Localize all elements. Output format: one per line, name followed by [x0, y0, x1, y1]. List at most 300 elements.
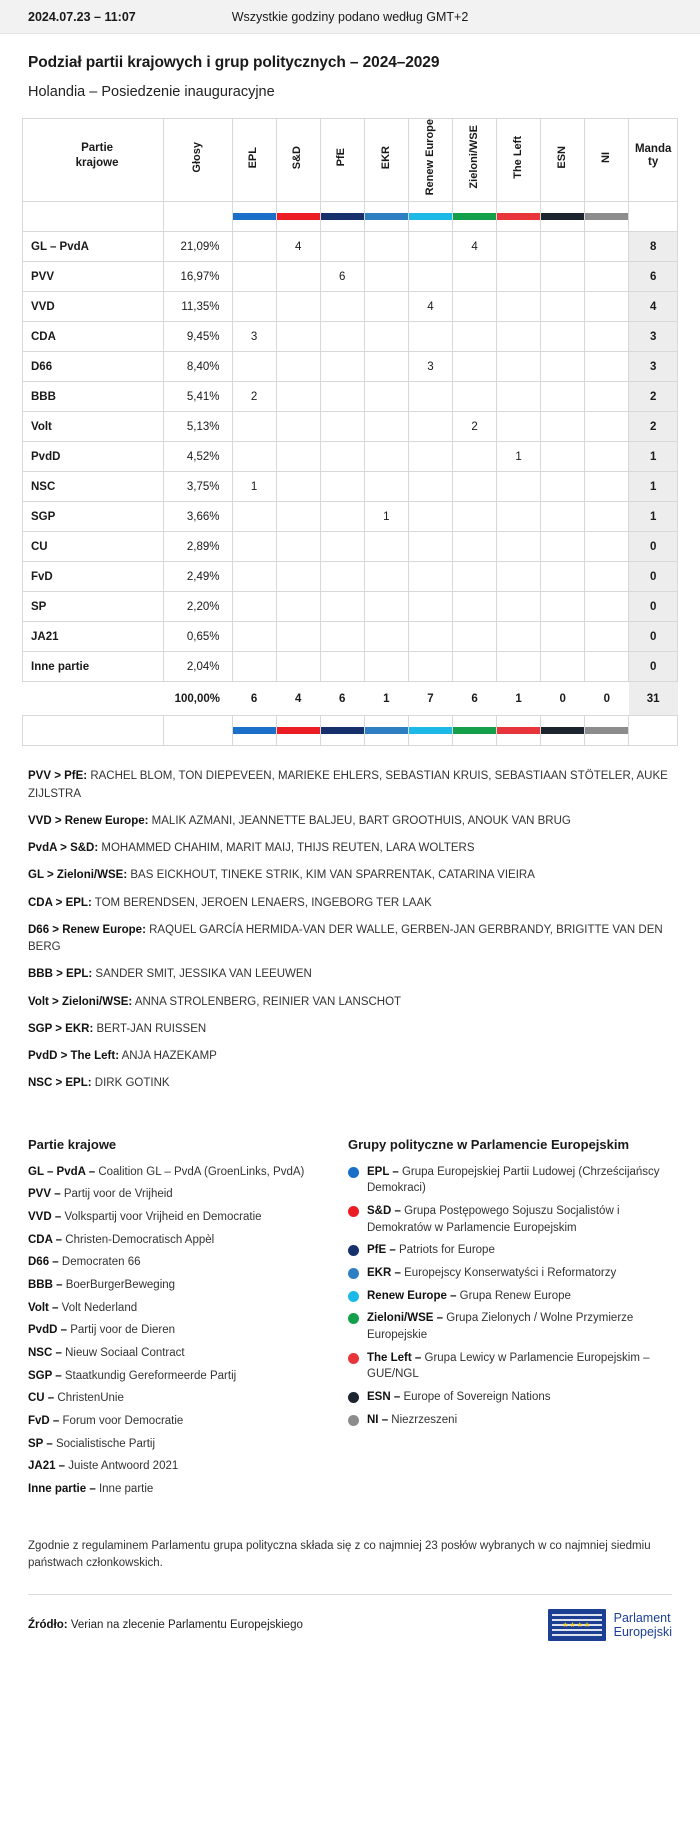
row-party-name: BBB — [23, 382, 164, 412]
colorbar-swatch — [541, 213, 584, 220]
row-seats-ni — [585, 562, 629, 592]
elected-entry-party: PVV > PfE: — [28, 770, 88, 783]
header-group-sd — [276, 119, 320, 202]
row-seats-epl — [232, 592, 276, 622]
legend-parties-items — [28, 1164, 328, 1498]
row-seats-left — [497, 652, 541, 682]
row-seats-ni — [585, 622, 629, 652]
legend-group-text — [367, 1288, 571, 1305]
legend-party-abbr: NSC – — [28, 1347, 62, 1360]
row-votes-share: 11,35% — [164, 292, 232, 322]
row-seats-greens — [452, 622, 496, 652]
legend-party-name: Nieuw Sociaal Contract — [65, 1347, 185, 1360]
results-table — [22, 118, 678, 746]
row-seats-esn — [541, 622, 585, 652]
legend-group-abbr: The Left – — [367, 1351, 422, 1364]
row-seats-ni — [585, 502, 629, 532]
colorbar-swatch — [497, 213, 540, 220]
legend-group-name: Patriots for Europe — [398, 1244, 495, 1257]
legend-group-text — [367, 1242, 495, 1259]
table-row — [23, 502, 678, 532]
legend-party-abbr: CDA – — [28, 1233, 63, 1246]
legend-party-abbr: PvdD – — [28, 1324, 67, 1337]
row-seats-pfe — [320, 292, 364, 322]
row-seats-epl — [232, 412, 276, 442]
legend-party-abbr: JA21 – — [28, 1460, 66, 1473]
legend-party-name: Forum voor Democratie — [62, 1415, 184, 1428]
row-seats-pfe — [320, 502, 364, 532]
legend-party-item — [28, 1458, 328, 1475]
row-seats-sd — [276, 622, 320, 652]
elected-entry-party: NSC > EPL: — [28, 1077, 92, 1090]
row-seats-ni — [585, 472, 629, 502]
legends-section — [0, 1103, 700, 1504]
row-seats-pfe — [320, 382, 364, 412]
row-votes-share: 2,89% — [164, 532, 232, 562]
header-party-line1: Partie — [81, 142, 114, 155]
row-seats-ekr — [364, 472, 408, 502]
legend-party-name: Democraten 66 — [61, 1256, 141, 1269]
legend-party-abbr: D66 – — [28, 1256, 59, 1269]
group-label-ekr: EKR — [379, 145, 392, 169]
row-seats-greens — [452, 352, 496, 382]
legend-group-abbr: PfE – — [367, 1244, 396, 1257]
legend-party-item — [28, 1209, 328, 1226]
row-party-name: SP — [23, 592, 164, 622]
legend-party-name: Christen-Democratisch Appèl — [65, 1233, 215, 1246]
row-seats-renew — [408, 592, 452, 622]
group-label-epl: EPL — [247, 146, 260, 168]
row-seats-left — [497, 322, 541, 352]
row-votes-share: 21,09% — [164, 232, 232, 262]
legend-party-item — [28, 1436, 328, 1453]
colorbar-swatch — [233, 727, 276, 734]
legend-group-item — [348, 1412, 672, 1429]
row-party-name: VVD — [23, 292, 164, 322]
elected-entry-names: BERT-JAN RUISSEN — [96, 1022, 207, 1035]
legend-party-abbr: CU – — [28, 1392, 55, 1405]
row-seats-esn — [541, 382, 585, 412]
header-votes-cell — [164, 119, 232, 202]
row-seats-left — [497, 562, 541, 592]
row-seats-renew — [408, 262, 452, 292]
group-label-sd: S&D — [291, 145, 304, 169]
row-seats-left — [497, 292, 541, 322]
results-table-foot — [23, 682, 678, 746]
legend-party-item — [28, 1277, 328, 1294]
row-seats-esn — [541, 532, 585, 562]
row-seats-sd: 4 — [276, 232, 320, 262]
row-total-mandates: 8 — [629, 232, 678, 262]
row-seats-left — [497, 352, 541, 382]
row-seats-ekr — [364, 622, 408, 652]
elected-entry — [28, 1021, 672, 1038]
legend-group-name: Europe of Sovereign Nations — [403, 1391, 551, 1404]
elected-entry-party: PvdA > S&D: — [28, 842, 99, 855]
legend-party-name: Partij voor de Vrijheid — [63, 1188, 173, 1201]
total-seats-ekr: 1 — [364, 682, 408, 716]
row-seats-greens — [452, 652, 496, 682]
row-seats-greens — [452, 442, 496, 472]
total-seats-left: 1 — [497, 682, 541, 716]
elected-entry-names: DIRK GOTINK — [94, 1077, 170, 1090]
colorbar-ni — [585, 202, 629, 232]
colorbar-swatch — [585, 213, 628, 220]
row-seats-greens — [452, 382, 496, 412]
elected-entry-party: PvdD > The Left: — [28, 1050, 120, 1063]
legend-group-item — [348, 1389, 672, 1406]
legend-party-abbr: GL – PvdA – — [28, 1165, 96, 1178]
row-total-mandates: 1 — [629, 442, 678, 472]
row-seats-greens — [452, 472, 496, 502]
total-mandates: 31 — [629, 682, 678, 716]
legend-group-text — [367, 1310, 672, 1343]
row-total-mandates: 2 — [629, 382, 678, 412]
header-group-epl — [232, 119, 276, 202]
header-group-left — [497, 119, 541, 202]
colorbar-spacer-mand — [629, 716, 678, 746]
row-seats-epl — [232, 292, 276, 322]
row-votes-share: 3,66% — [164, 502, 232, 532]
elected-entry — [28, 768, 672, 803]
group-color-dot-icon — [348, 1415, 359, 1426]
row-seats-ekr — [364, 352, 408, 382]
row-seats-epl — [232, 442, 276, 472]
colorbar-swatch — [365, 727, 408, 734]
row-party-name: Inne partie — [23, 652, 164, 682]
row-seats-pfe — [320, 412, 364, 442]
header-mandates-line2: ty — [648, 156, 659, 169]
legend-party-name: Socialistische Partij — [55, 1437, 156, 1450]
table-row — [23, 322, 678, 352]
row-votes-share: 2,49% — [164, 562, 232, 592]
row-seats-pfe — [320, 532, 364, 562]
header-group-greens — [452, 119, 496, 202]
colorbar-swatch — [409, 727, 452, 734]
row-seats-renew: 4 — [408, 292, 452, 322]
elected-entry-party: D66 > Renew Europe: — [28, 923, 146, 936]
row-seats-renew: 3 — [408, 352, 452, 382]
row-total-mandates: 3 — [629, 322, 678, 352]
ep-logo — [548, 1609, 672, 1641]
legend-party-name: Coalition GL – PvdA (GroenLinks, PvdA) — [98, 1165, 305, 1178]
legend-party-item — [28, 1232, 328, 1249]
row-seats-renew — [408, 382, 452, 412]
row-seats-esn — [541, 322, 585, 352]
page-footer — [0, 1595, 700, 1663]
colorbar-renew — [408, 202, 452, 232]
group-color-dot-icon — [348, 1353, 359, 1364]
table-row — [23, 622, 678, 652]
elected-entry-party: BBB > EPL: — [28, 968, 93, 981]
row-seats-renew — [408, 412, 452, 442]
row-seats-sd — [276, 652, 320, 682]
top-bar — [0, 0, 700, 34]
row-seats-sd — [276, 592, 320, 622]
row-seats-greens — [452, 502, 496, 532]
row-seats-ekr — [364, 562, 408, 592]
colorbar-esn — [541, 202, 585, 232]
row-total-mandates: 0 — [629, 652, 678, 682]
row-party-name: CU — [23, 532, 164, 562]
elected-entry — [28, 966, 672, 983]
row-seats-renew — [408, 562, 452, 592]
row-seats-left — [497, 382, 541, 412]
row-seats-epl: 3 — [232, 322, 276, 352]
row-seats-pfe — [320, 442, 364, 472]
legend-party-item — [28, 1368, 328, 1385]
header-group-pfe — [320, 119, 364, 202]
row-total-mandates: 0 — [629, 592, 678, 622]
colorbar-bottom-epl — [232, 716, 276, 746]
ep-logo-line2: Europejski — [613, 1625, 672, 1640]
elected-entry — [28, 867, 672, 884]
group-color-dot-icon — [348, 1291, 359, 1302]
elected-entry-names: SANDER SMIT, JESSIKA VAN LEEUWEN — [95, 968, 312, 981]
row-seats-esn — [541, 442, 585, 472]
table-row — [23, 652, 678, 682]
row-party-name: JA21 — [23, 622, 164, 652]
row-seats-ni — [585, 412, 629, 442]
row-votes-share: 2,04% — [164, 652, 232, 682]
row-seats-sd — [276, 382, 320, 412]
row-seats-esn — [541, 292, 585, 322]
row-seats-renew — [408, 472, 452, 502]
row-seats-sd — [276, 532, 320, 562]
legend-party-name: Inne partie — [98, 1483, 154, 1496]
colorbar-swatch — [453, 727, 496, 734]
colorbar-ekr — [364, 202, 408, 232]
header-group-renew — [408, 119, 452, 202]
colorbar-swatch — [233, 213, 276, 220]
row-seats-sd — [276, 352, 320, 382]
row-seats-pfe — [320, 622, 364, 652]
row-votes-share: 16,97% — [164, 262, 232, 292]
row-seats-ekr — [364, 382, 408, 412]
colorbar-bottom-renew — [408, 716, 452, 746]
row-seats-left — [497, 622, 541, 652]
row-seats-epl — [232, 562, 276, 592]
group-colorbar-row-bottom — [23, 716, 678, 746]
row-total-mandates: 1 — [629, 502, 678, 532]
legend-group-text — [367, 1265, 616, 1282]
table-row — [23, 262, 678, 292]
results-table-wrapper — [0, 104, 700, 746]
legend-party-item — [28, 1164, 328, 1181]
group-label-renew: Renew Europe — [423, 119, 436, 196]
colorbar-swatch — [453, 213, 496, 220]
colorbar-spacer-mand — [629, 202, 678, 232]
total-votes-share: 100,00% — [164, 682, 232, 716]
colorbar-spacer-votes — [164, 202, 232, 232]
elected-entry-names: ANNA STROLENBERG, REINIER VAN LANSCHOT — [134, 995, 402, 1008]
row-total-mandates: 4 — [629, 292, 678, 322]
table-row — [23, 532, 678, 562]
total-seats-sd: 4 — [276, 682, 320, 716]
total-label — [23, 682, 164, 716]
row-votes-share: 8,40% — [164, 352, 232, 382]
group-label-greens: Zieloni/WSE — [467, 125, 480, 189]
row-seats-sd — [276, 442, 320, 472]
header-mandates-cell — [629, 119, 678, 202]
colorbar-greens — [452, 202, 496, 232]
group-color-dot-icon — [348, 1268, 359, 1279]
table-row — [23, 352, 678, 382]
row-seats-esn — [541, 472, 585, 502]
row-seats-ni — [585, 232, 629, 262]
row-seats-sd — [276, 562, 320, 592]
row-seats-left: 1 — [497, 442, 541, 472]
row-seats-ni — [585, 292, 629, 322]
row-seats-greens — [452, 292, 496, 322]
colorbar-swatch — [585, 727, 628, 734]
row-seats-epl — [232, 652, 276, 682]
row-seats-ekr — [364, 652, 408, 682]
row-seats-left — [497, 472, 541, 502]
source-line — [28, 1619, 303, 1631]
legend-party-abbr: FvD – — [28, 1415, 60, 1428]
row-seats-renew — [408, 652, 452, 682]
row-seats-ni — [585, 262, 629, 292]
table-header-row — [23, 119, 678, 202]
row-seats-greens — [452, 532, 496, 562]
legend-group-item — [348, 1164, 672, 1197]
colorbar-spacer-party — [23, 716, 164, 746]
group-color-dot-icon — [348, 1392, 359, 1403]
group-label-ni: NI — [600, 151, 613, 163]
header-group-ni — [585, 119, 629, 202]
legend-group-abbr: EKR – — [367, 1267, 401, 1280]
colorbar-swatch — [321, 727, 364, 734]
row-seats-renew — [408, 232, 452, 262]
results-table-body — [23, 232, 678, 682]
header-group-esn — [541, 119, 585, 202]
elected-entry — [28, 840, 672, 857]
colorbar-swatch — [321, 213, 364, 220]
row-seats-left — [497, 592, 541, 622]
elected-entry-names: ANJA HAZEKAMP — [121, 1050, 217, 1063]
elected-entry-party: CDA > EPL: — [28, 896, 92, 909]
legend-party-name: BoerBurgerBeweging — [65, 1279, 176, 1292]
row-seats-renew — [408, 442, 452, 472]
colorbar-bottom-left — [497, 716, 541, 746]
table-row — [23, 232, 678, 262]
group-color-dot-icon — [348, 1206, 359, 1217]
legend-party-abbr: Volt – — [28, 1301, 59, 1314]
legend-groups-title: Grupy polityczne w Parlamencie Europejskim — [348, 1136, 630, 1152]
header-party-cell — [23, 119, 164, 202]
page-header — [0, 34, 700, 104]
total-seats-epl: 6 — [232, 682, 276, 716]
legend-group-item — [348, 1203, 672, 1236]
row-total-mandates: 6 — [629, 262, 678, 292]
table-row — [23, 592, 678, 622]
colorbar-sd — [276, 202, 320, 232]
legend-party-abbr: Inne partie – — [28, 1483, 96, 1496]
elected-entry-names: MOHAMMED CHAHIM, MARIT MAIJ, THIJS REUTEN, LARA WOLTERS — [101, 842, 475, 855]
table-row — [23, 412, 678, 442]
total-seats-renew: 7 — [408, 682, 452, 716]
row-seats-ni — [585, 352, 629, 382]
row-total-mandates: 0 — [629, 622, 678, 652]
legend-party-name: Partij voor de Dieren — [70, 1324, 176, 1337]
top-bar-inner — [28, 10, 672, 24]
elected-entry-names: BAS EICKHOUT, TINEKE STRIK, KIM VAN SPARRENTAK, CATARINA VIEIRA — [130, 869, 535, 882]
row-seats-epl — [232, 622, 276, 652]
row-seats-ni — [585, 532, 629, 562]
legend-party-item — [28, 1390, 328, 1407]
row-seats-left — [497, 532, 541, 562]
legend-party-abbr: PVV – — [28, 1188, 61, 1201]
elected-members-list — [0, 746, 700, 1092]
row-seats-ekr — [364, 292, 408, 322]
row-seats-greens — [452, 262, 496, 292]
row-seats-pfe — [320, 352, 364, 382]
row-seats-ekr — [364, 232, 408, 262]
row-seats-ekr — [364, 262, 408, 292]
colorbar-spacer-votes — [164, 716, 232, 746]
colorbar-pfe — [320, 202, 364, 232]
legend-party-name: Volkspartij voor Vrijheid en Democratie — [64, 1211, 262, 1223]
elected-entry-party: SGP > EKR: — [28, 1022, 94, 1035]
row-seats-renew — [408, 532, 452, 562]
legend-group-abbr: ESN – — [367, 1391, 401, 1404]
timezone-note: Wszystkie godziny podano według GMT+2 — [231, 9, 469, 24]
row-seats-esn — [541, 502, 585, 532]
row-seats-esn — [541, 562, 585, 592]
row-seats-sd — [276, 412, 320, 442]
legend-group-text — [367, 1350, 672, 1383]
table-row — [23, 292, 678, 322]
elected-entry — [28, 895, 672, 912]
elected-entry-names: MALIK AZMANI, JEANNETTE BALJEU, BART GROOTHUIS, ANOUK VAN BRUG — [151, 814, 571, 827]
legend-group-name: Niezrzeszeni — [391, 1413, 458, 1426]
row-seats-ekr — [364, 412, 408, 442]
legend-group-item — [348, 1350, 672, 1383]
row-party-name: NSC — [23, 472, 164, 502]
elected-entry-names: RAQUEL GARCÍA HERMIDA-VAN DER WALLE, GERBEN-JAN GERBRANDY, BRIGITTE VAN DEN BERG — [28, 923, 663, 954]
row-seats-left — [497, 412, 541, 442]
table-row — [23, 472, 678, 502]
colorbar-bottom-sd — [276, 716, 320, 746]
row-seats-ekr — [364, 532, 408, 562]
colorbar-swatch — [541, 727, 584, 734]
row-party-name: GL – PvdA — [23, 232, 164, 262]
elected-entry — [28, 1075, 672, 1092]
elected-entry — [28, 813, 672, 830]
colorbar-swatch — [409, 213, 452, 220]
colorbar-bottom-pfe — [320, 716, 364, 746]
row-seats-esn — [541, 652, 585, 682]
row-seats-pfe: 6 — [320, 262, 364, 292]
elected-entry-party: Volt > Zieloni/WSE: — [28, 995, 133, 1008]
elected-entry-party: GL > Zieloni/WSE: — [28, 869, 128, 882]
legend-group-name: Grupa Postępowego Sojuszu Socjalistów i Demokratów w Parlamencie Europejskim — [367, 1205, 620, 1234]
total-seats-esn: 0 — [541, 682, 585, 716]
row-seats-epl — [232, 532, 276, 562]
legend-group-text — [367, 1203, 672, 1236]
row-seats-renew — [408, 322, 452, 352]
regulation-note: Zgodnie z regulaminem Parlamentu grupa polityczna składa się z co najmniej 23 posłów wybranych w co najmniej siedmiu państwach członkowskich. — [28, 1539, 651, 1569]
row-seats-greens: 4 — [452, 232, 496, 262]
legend-party-name: ChristenUnie — [57, 1392, 124, 1405]
elected-entry-names: TOM BERENDSEN, JEROEN LENAERS, INGEBORG TER LAAK — [94, 896, 432, 909]
colorbar-spacer-party — [23, 202, 164, 232]
legend-group-name: Grupa Lewicy w Parlamencie Europejskim – GUE/NGL — [367, 1351, 650, 1381]
legend-party-item — [28, 1186, 328, 1203]
row-seats-greens: 2 — [452, 412, 496, 442]
colorbar-swatch — [497, 727, 540, 734]
